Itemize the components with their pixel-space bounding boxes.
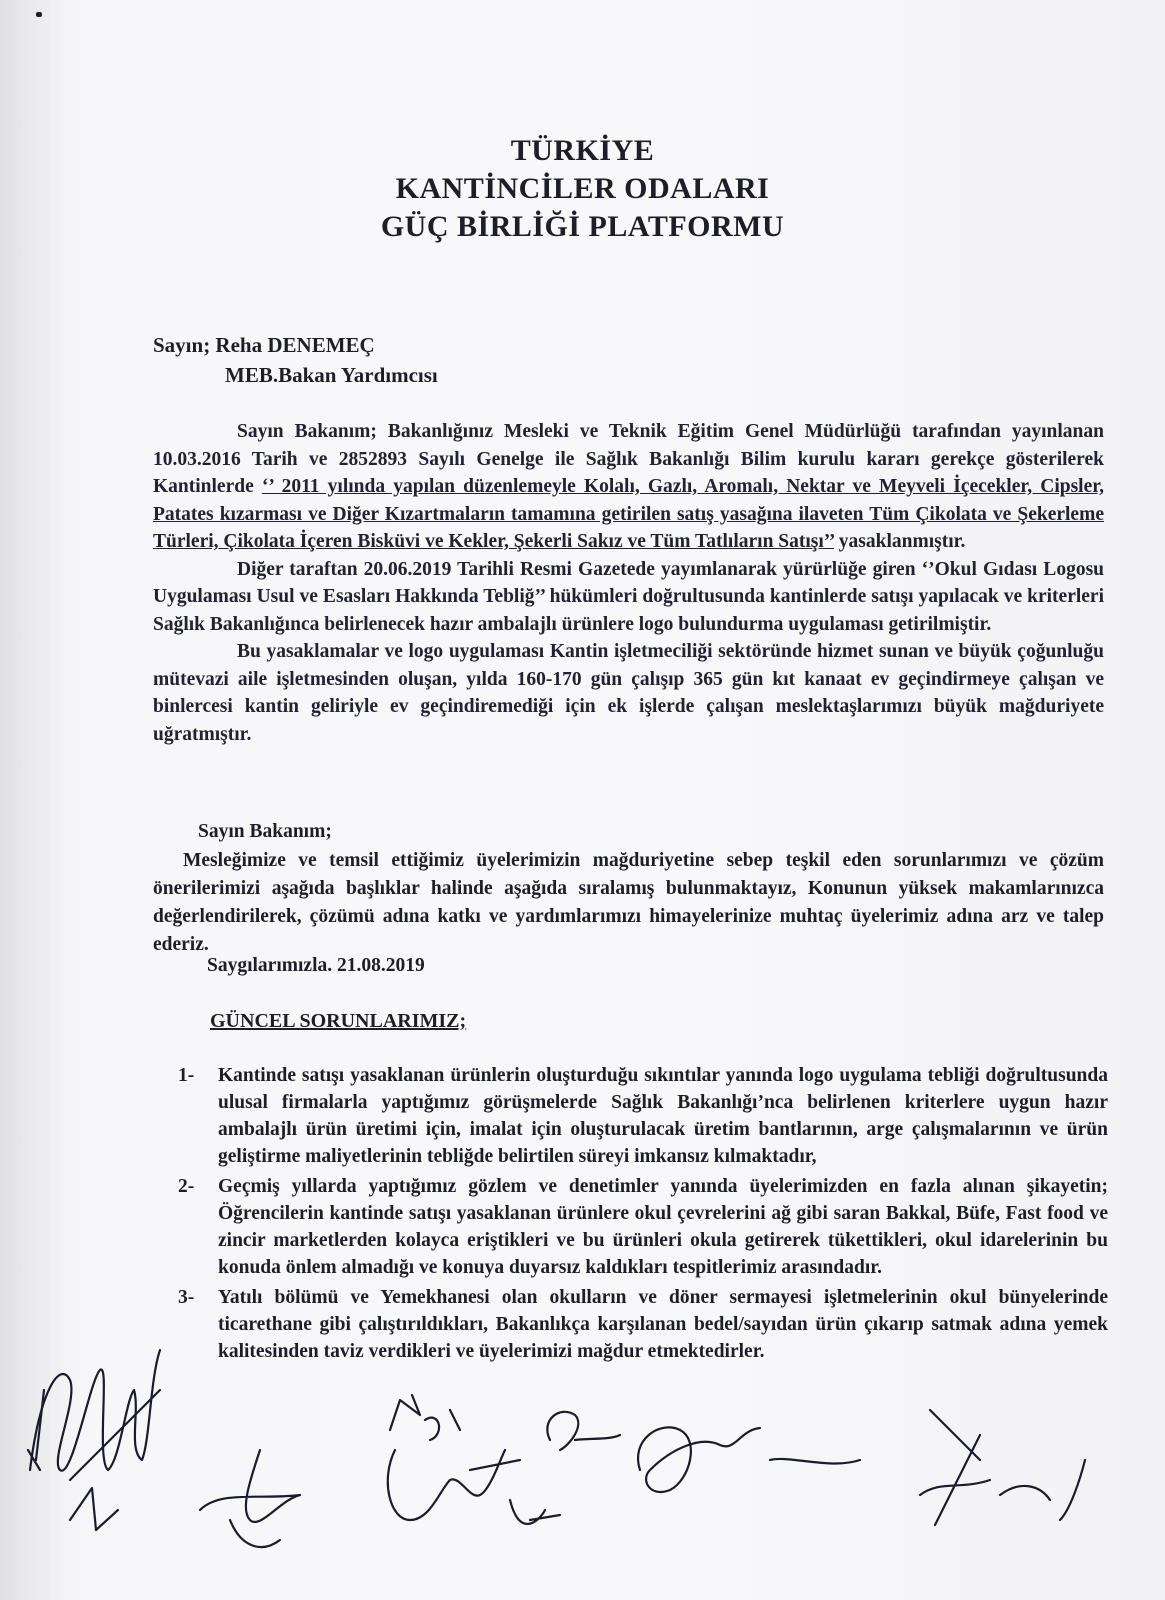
paragraph-1 (153, 418, 1104, 556)
letter-body (153, 418, 1104, 748)
list-item-number: 3- (178, 1287, 195, 1308)
letterhead (0, 132, 1165, 246)
addressee-title: MEB.Bakan Yardımcısı (225, 363, 438, 387)
ink-speck (36, 12, 42, 17)
signature-4 (388, 1395, 520, 1520)
paragraph-1-end: yasaklanmıştır. (833, 531, 966, 552)
paragraph-1-quote: ‘’ 2011 yılında yapılan düzenlemeyle Kolalı, Gazlı, Aromalı, Nektar ve Meyveli İçecekler, Cipsler, Patates kızarması ve Diğer Kızartmaların tamamına getirilen satış yasağına ilaveten Tüm Çikolata ve Şekerleme Türleri, Çikolata İçeren Bisküvi ve Kekler, Şekerli Sakız ve Tüm Tatlıların Satışı’’ (153, 476, 1104, 552)
list-item-text: Kantinde satışı yasaklanan ürünlerin oluşturduğu sıkıntılar yanında logo uygulama tebliği doğrultusunda ulusal firmalarla yaptığımız görüşmelerde Sağlık Bakanlığı’nca belirlenen kriterlere uygun hazır ambalajlı ürün üretimi için, imalat için oluşturulacak üretim bantlarının, arge çalışmalarının ve ürün geliştirme maliyetlerinin tebliğde belirtilen süreyi imkansız kılmaktadır, (218, 1065, 1108, 1167)
list-item-text: Geçmiş yıllarda yaptığımız gözlem ve denetimler yanında üyelerimizden en fazla alınan şikayetin; Öğrencilerin kantinde satışı yasaklanan ürünlere okul çevrelerini ağ gibi saran Bakkal, Büfe, Fast food ve zincir marketlerden kolayca eriştikleri ve bu ürünleri okula getirerek tükettikleri, okul idarelerinin bu konuda önlem almadığı ve konuya duyarsız kaldıkları tespitlerimiz arasındadır. (218, 1176, 1108, 1278)
signature-6 (547, 1412, 620, 1450)
letterhead-line-2: KANTİNCİLER ODALARI (395, 172, 770, 205)
paragraph-3: Bu yasaklamalar ve logo uygulaması Kantin işletmeciliği sektöründe hizmet sunan ve büyük çoğunluğu mütevazi aile işletmesinden oluşan, yılda 160-170 gün çalışıp 365 gün kıt kanaat ev geçindirmeye çalışan ve binlercesi kantin geliriyle ev geçindiremediği için ek işlerde çalışan meslektaşlarımızı büyük mağduriyete uğratmıştır. (153, 641, 1104, 745)
signature-3 (200, 1450, 300, 1547)
addressee-name: Sayın; Reha DENEMEÇ (153, 333, 375, 357)
signature-9 (920, 1410, 1085, 1525)
signature-7 (638, 1427, 760, 1492)
signatures (0, 1320, 1165, 1600)
paragraph-2: Diğer taraftan 20.06.2019 Tarihli Resmi Gazetede yayımlanarak yürürlüğe giren ‘’Okul Gıdası Logosu Uygulaması Usul ve Esasları Hakkında Tebliğ’’ hükümleri doğrultusunda kantinlerde satışı yapılacak ve kriterleri Sağlık Bakanlığınca belirlenecek hazır ambalajlı ürünlere logo bulundurma uygulaması getirilmiştir. (153, 558, 1104, 635)
signature-2 (70, 1488, 118, 1530)
section-title: GÜNCEL SORUNLARIMIZ; (210, 1010, 467, 1032)
list-item-number: 2- (178, 1176, 195, 1197)
list-item (178, 1173, 1108, 1281)
list-item-number: 1- (178, 1065, 195, 1086)
list-item-text: Yatılı bölümü ve Yemekhanesi olan okulların ve döner sermayesi işletmelerinin okul bünyelerinde ticarethane gibi çalıştırıldıkları, Bakanlıkça karşılanan bedel/sayıdan ürün çıkarıp satmak adına yemek kalitesinden taviz verdikleri ve üyelerimizi mağdur etmektedirler. (218, 1287, 1108, 1362)
signature-5 (510, 1500, 560, 1524)
closing-date: Saygılarımızla. 21.08.2019 (207, 955, 425, 976)
paragraph-4: Mesleğimize ve temsil ettiğimiz üyelerimizin mağduriyetine sebep teşkil eden sorunlarımızı ve çözüm önerilerimizi aşağıda başlıklar halinde aşağıda sıralamış bulunmaktayız, Konunun yüksek makamlarınızca değerlendirilerek, çözümü adına katkı ve yardımlarımızı himayelerinize muhtaç üyelerimiz adına arz ve talep ederiz. (153, 850, 1104, 955)
addressee (153, 330, 438, 390)
letterhead-line-1: TÜRKİYE (510, 134, 655, 167)
signature-8 (770, 1459, 860, 1464)
letterhead-line-3: GÜÇ BİRLİĞİ PLATFORMU (380, 210, 785, 243)
list-item (178, 1062, 1108, 1170)
paragraph-4-wrap (153, 847, 1104, 959)
salutation: Sayın Bakanım; (198, 821, 332, 842)
signature-1b (28, 1390, 160, 1480)
paragraph-1-intro: Sayın Bakanım; Bakanlığınız Mesleki ve Teknik Eğitim Genel Müdürlüğü tarafından yayınlanan 10.03.2016 Tarih ve 2852893 Sayılı Genelge ile Sağlık Bakanlığı Bilim kurulu kararı gerekçe gösterilerek Kantinlerde (153, 421, 1104, 497)
